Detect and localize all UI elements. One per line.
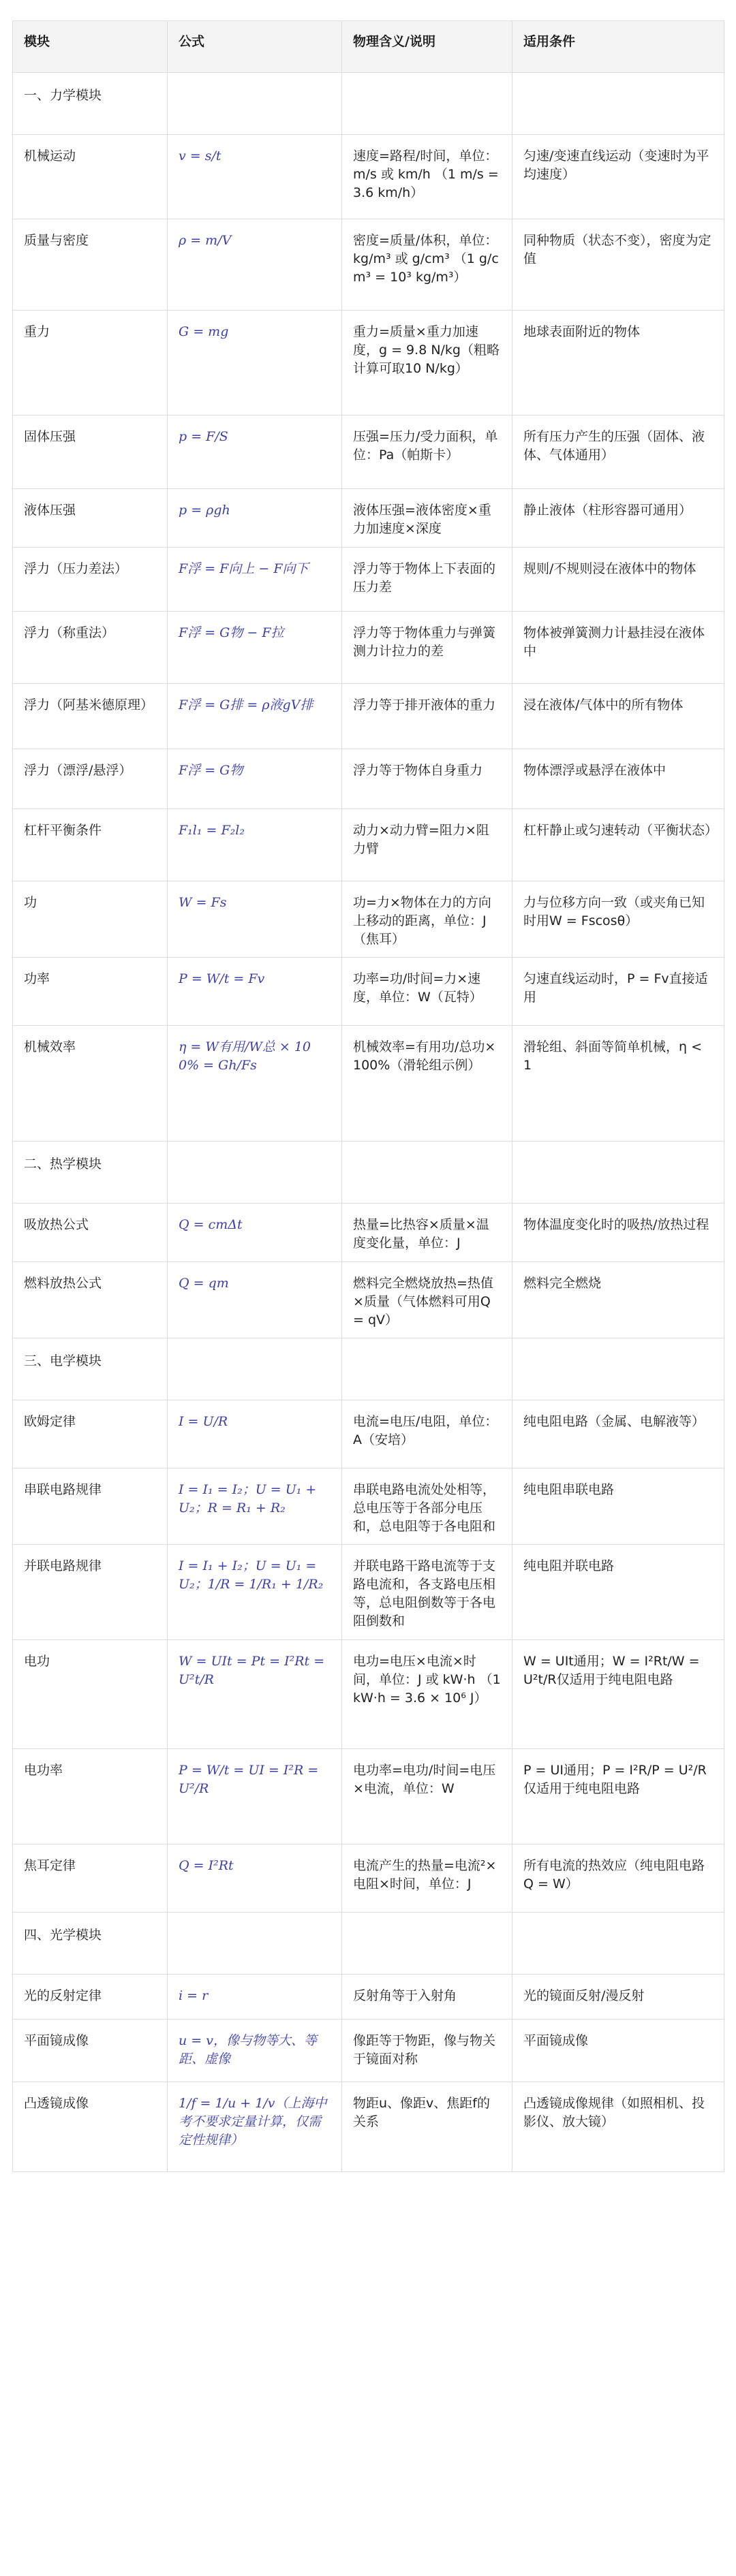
cell-formula: v = s/t <box>168 135 342 219</box>
cell-formula: F浮 = G排 = ρ液gV排 <box>168 684 342 749</box>
cell-formula: η = W有用/W总 × 100% = Gh/Fs <box>168 1025 342 1141</box>
cell-meaning: 液体压强=液体密度×重力加速度×深度 <box>342 489 512 548</box>
cell-module: 浮力（称重法） <box>13 612 168 684</box>
cell-module: 平面镜成像 <box>13 2019 168 2082</box>
cell-conditions: 匀速直线运动时，P = Fv直接适用 <box>512 957 724 1025</box>
cell-conditions: 凸透镜成像规律（如照相机、投影仪、放大镜） <box>512 2082 724 2171</box>
cell-formula <box>168 1338 342 1400</box>
cell-formula: G = mg <box>168 311 342 415</box>
cell-formula <box>168 1912 342 1974</box>
cell-module: 浮力（阿基米德原理） <box>13 684 168 749</box>
cell-module: 质量与密度 <box>13 219 168 311</box>
cell-conditions: 纯电阻并联电路 <box>512 1544 724 1639</box>
cell-meaning: 密度=质量/体积，单位：kg/m³ 或 g/cm³ （1 g/cm³ = 10³ kg/m³） <box>342 219 512 311</box>
cell-module: 串联电路规律 <box>13 1468 168 1544</box>
table-row <box>13 415 724 489</box>
cell-meaning: 功率=功/时间=力×速度，单位：W（瓦特） <box>342 957 512 1025</box>
cell-conditions: 平面镜成像 <box>512 2019 724 2082</box>
table-row <box>13 1025 724 1141</box>
header-formula: 公式 <box>168 21 342 73</box>
table-row <box>13 1974 724 2019</box>
header-conditions: 适用条件 <box>512 21 724 73</box>
cell-formula: i = r <box>168 1974 342 2019</box>
cell-module: 浮力（漂浮/悬浮） <box>13 749 168 809</box>
physics-formula-table <box>12 20 724 2172</box>
cell-meaning: 机械效率=有用功/总功×100%（滑轮组示例） <box>342 1025 512 1141</box>
cell-meaning <box>342 73 512 135</box>
cell-formula <box>168 73 342 135</box>
cell-meaning: 功=力×物体在力的方向上移动的距离，单位：J（焦耳） <box>342 881 512 958</box>
cell-formula: F₁l₁ = F₂l₂ <box>168 809 342 881</box>
cell-module: 焦耳定律 <box>13 1844 168 1912</box>
cell-formula: P = W/t = UI = I²R = U²/R <box>168 1748 342 1844</box>
section-title: 一、力学模块 <box>13 73 168 135</box>
cell-module: 固体压强 <box>13 415 168 489</box>
cell-conditions <box>512 1141 724 1203</box>
cell-conditions: 地球表面附近的物体 <box>512 311 724 415</box>
table-row <box>13 1544 724 1639</box>
cell-formula: W = Fs <box>168 881 342 958</box>
cell-meaning: 电功率=电功/时间=电压×电流，单位：W <box>342 1748 512 1844</box>
cell-conditions: 纯电阻串联电路 <box>512 1468 724 1544</box>
cell-meaning <box>342 1338 512 1400</box>
cell-conditions: 同种物质（状态不变），密度为定值 <box>512 219 724 311</box>
header-module: 模块 <box>13 21 168 73</box>
cell-formula: Q = cmΔt <box>168 1203 342 1261</box>
cell-formula: W = UIt = Pt = I²Rt = U²t/R <box>168 1639 342 1748</box>
cell-module: 杠杆平衡条件 <box>13 809 168 881</box>
cell-meaning: 浮力等于物体自身重力 <box>342 749 512 809</box>
cell-conditions: 光的镜面反射/漫反射 <box>512 1974 724 2019</box>
table-row <box>13 1203 724 1261</box>
cell-conditions <box>512 1338 724 1400</box>
cell-module: 并联电路规律 <box>13 1544 168 1639</box>
cell-meaning <box>342 1141 512 1203</box>
table-row <box>13 135 724 219</box>
cell-module: 功 <box>13 881 168 958</box>
cell-conditions: 所有电流的热效应（纯电阻电路Q = W） <box>512 1844 724 1912</box>
cell-module: 机械运动 <box>13 135 168 219</box>
cell-formula: Q = qm <box>168 1261 342 1338</box>
cell-conditions: 匀速/变速直线运动（变速时为平均速度） <box>512 135 724 219</box>
table-row <box>13 311 724 415</box>
table-row <box>13 612 724 684</box>
cell-conditions: 静止液体（柱形容器可通用） <box>512 489 724 548</box>
cell-module: 重力 <box>13 311 168 415</box>
formula-table-container <box>12 20 724 2172</box>
cell-formula: F浮 = G物 − F拉 <box>168 612 342 684</box>
cell-conditions: 杠杆静止或匀速转动（平衡状态） <box>512 809 724 881</box>
cell-module: 光的反射定律 <box>13 1974 168 2019</box>
cell-formula: F浮 = F向上 − F向下 <box>168 548 342 612</box>
cell-conditions: 滑轮组、斜面等简单机械，η < 1 <box>512 1025 724 1141</box>
section-title: 二、热学模块 <box>13 1141 168 1203</box>
cell-meaning: 压强=压力/受力面积，单位：Pa（帕斯卡） <box>342 415 512 489</box>
cell-meaning: 浮力等于排开液体的重力 <box>342 684 512 749</box>
cell-conditions: 物体漂浮或悬浮在液体中 <box>512 749 724 809</box>
table-row <box>13 957 724 1025</box>
table-header-row <box>13 21 724 73</box>
table-row <box>13 1261 724 1338</box>
table-row <box>13 1400 724 1468</box>
cell-meaning: 电功=电压×电流×时间，单位：J 或 kW·h （1 kW·h = 3.6 × 10⁶ J） <box>342 1639 512 1748</box>
cell-formula: P = W/t = Fv <box>168 957 342 1025</box>
table-body <box>13 73 724 2172</box>
cell-formula: I = I₁ = I₂；U = U₁ + U₂；R = R₁ + R₂ <box>168 1468 342 1544</box>
cell-conditions: W = UIt通用；W = I²Rt/W = U²t/R仅适用于纯电阻电路 <box>512 1639 724 1748</box>
cell-formula: F浮 = G物 <box>168 749 342 809</box>
cell-conditions: 纯电阻电路（金属、电解液等） <box>512 1400 724 1468</box>
cell-conditions: 燃料完全燃烧 <box>512 1261 724 1338</box>
cell-formula <box>168 1141 342 1203</box>
cell-meaning: 速度=路程/时间，单位：m/s 或 km/h （1 m/s = 3.6 km/h） <box>342 135 512 219</box>
cell-meaning: 像距等于物距，像与物关于镜面对称 <box>342 2019 512 2082</box>
cell-conditions: 物体被弹簧测力计悬挂浸在液体中 <box>512 612 724 684</box>
cell-module: 浮力（压力差法） <box>13 548 168 612</box>
cell-meaning: 浮力等于物体上下表面的压力差 <box>342 548 512 612</box>
cell-meaning: 电流=电压/电阻，单位：A（安培） <box>342 1400 512 1468</box>
cell-meaning: 串联电路电流处处相等，总电压等于各部分电压和，总电阻等于各电阻和 <box>342 1468 512 1544</box>
table-row <box>13 1844 724 1912</box>
section-row <box>13 1912 724 1974</box>
cell-formula: ρ = m/V <box>168 219 342 311</box>
cell-formula: 1/f = 1/u + 1/v（上海中考不要求定量计算，仅需定性规律） <box>168 2082 342 2171</box>
section-row <box>13 1141 724 1203</box>
cell-module: 机械效率 <box>13 1025 168 1141</box>
cell-meaning: 并联电路干路电流等于支路电流和，各支路电压相等，总电阻倒数等于各电阻倒数和 <box>342 1544 512 1639</box>
table-row <box>13 548 724 612</box>
cell-module: 燃料放热公式 <box>13 1261 168 1338</box>
cell-formula: u = v，像与物等大、等距、虚像 <box>168 2019 342 2082</box>
cell-meaning: 电流产生的热量=电流²×电阻×时间，单位：J <box>342 1844 512 1912</box>
cell-module: 凸透镜成像 <box>13 2082 168 2171</box>
cell-module: 电功 <box>13 1639 168 1748</box>
table-row <box>13 684 724 749</box>
table-row <box>13 1468 724 1544</box>
section-row <box>13 73 724 135</box>
table-row <box>13 1748 724 1844</box>
cell-formula: p = ρgh <box>168 489 342 548</box>
cell-meaning: 物距u、像距v、焦距f的关系 <box>342 2082 512 2171</box>
cell-module: 电功率 <box>13 1748 168 1844</box>
cell-formula: I = I₁ + I₂；U = U₁ = U₂；1/R = 1/R₁ + 1/R₂ <box>168 1544 342 1639</box>
section-title: 三、电学模块 <box>13 1338 168 1400</box>
table-row <box>13 881 724 958</box>
table-row <box>13 489 724 548</box>
cell-conditions: P = UI通用；P = I²R/P = U²/R仅适用于纯电阻电路 <box>512 1748 724 1844</box>
table-row <box>13 2082 724 2171</box>
cell-module: 功率 <box>13 957 168 1025</box>
cell-conditions: 物体温度变化时的吸热/放热过程 <box>512 1203 724 1261</box>
section-row <box>13 1338 724 1400</box>
cell-conditions <box>512 1912 724 1974</box>
cell-module: 液体压强 <box>13 489 168 548</box>
cell-formula: I = U/R <box>168 1400 342 1468</box>
cell-formula: Q = I²Rt <box>168 1844 342 1912</box>
cell-meaning: 动力×动力臂=阻力×阻力臂 <box>342 809 512 881</box>
cell-meaning: 燃料完全燃烧放热=热值×质量（气体燃料可用Q = qV） <box>342 1261 512 1338</box>
table-row <box>13 1639 724 1748</box>
cell-conditions: 力与位移方向一致（或夹角已知时用W = Fscosθ） <box>512 881 724 958</box>
table-row <box>13 809 724 881</box>
cell-formula: p = F/S <box>168 415 342 489</box>
cell-meaning: 反射角等于入射角 <box>342 1974 512 2019</box>
cell-meaning <box>342 1912 512 1974</box>
cell-module: 欧姆定律 <box>13 1400 168 1468</box>
cell-module: 吸放热公式 <box>13 1203 168 1261</box>
table-row <box>13 749 724 809</box>
cell-conditions <box>512 73 724 135</box>
table-row <box>13 219 724 311</box>
cell-conditions: 规则/不规则浸在液体中的物体 <box>512 548 724 612</box>
cell-conditions: 浸在液体/气体中的所有物体 <box>512 684 724 749</box>
section-title: 四、光学模块 <box>13 1912 168 1974</box>
table-row <box>13 2019 724 2082</box>
header-meaning: 物理含义/说明 <box>342 21 512 73</box>
cell-conditions: 所有压力产生的压强（固体、液体、气体通用） <box>512 415 724 489</box>
cell-meaning: 热量=比热容×质量×温度变化量，单位：J <box>342 1203 512 1261</box>
cell-meaning: 重力=质量×重力加速度，g = 9.8 N/kg（粗略计算可取10 N/kg） <box>342 311 512 415</box>
cell-meaning: 浮力等于物体重力与弹簧测力计拉力的差 <box>342 612 512 684</box>
